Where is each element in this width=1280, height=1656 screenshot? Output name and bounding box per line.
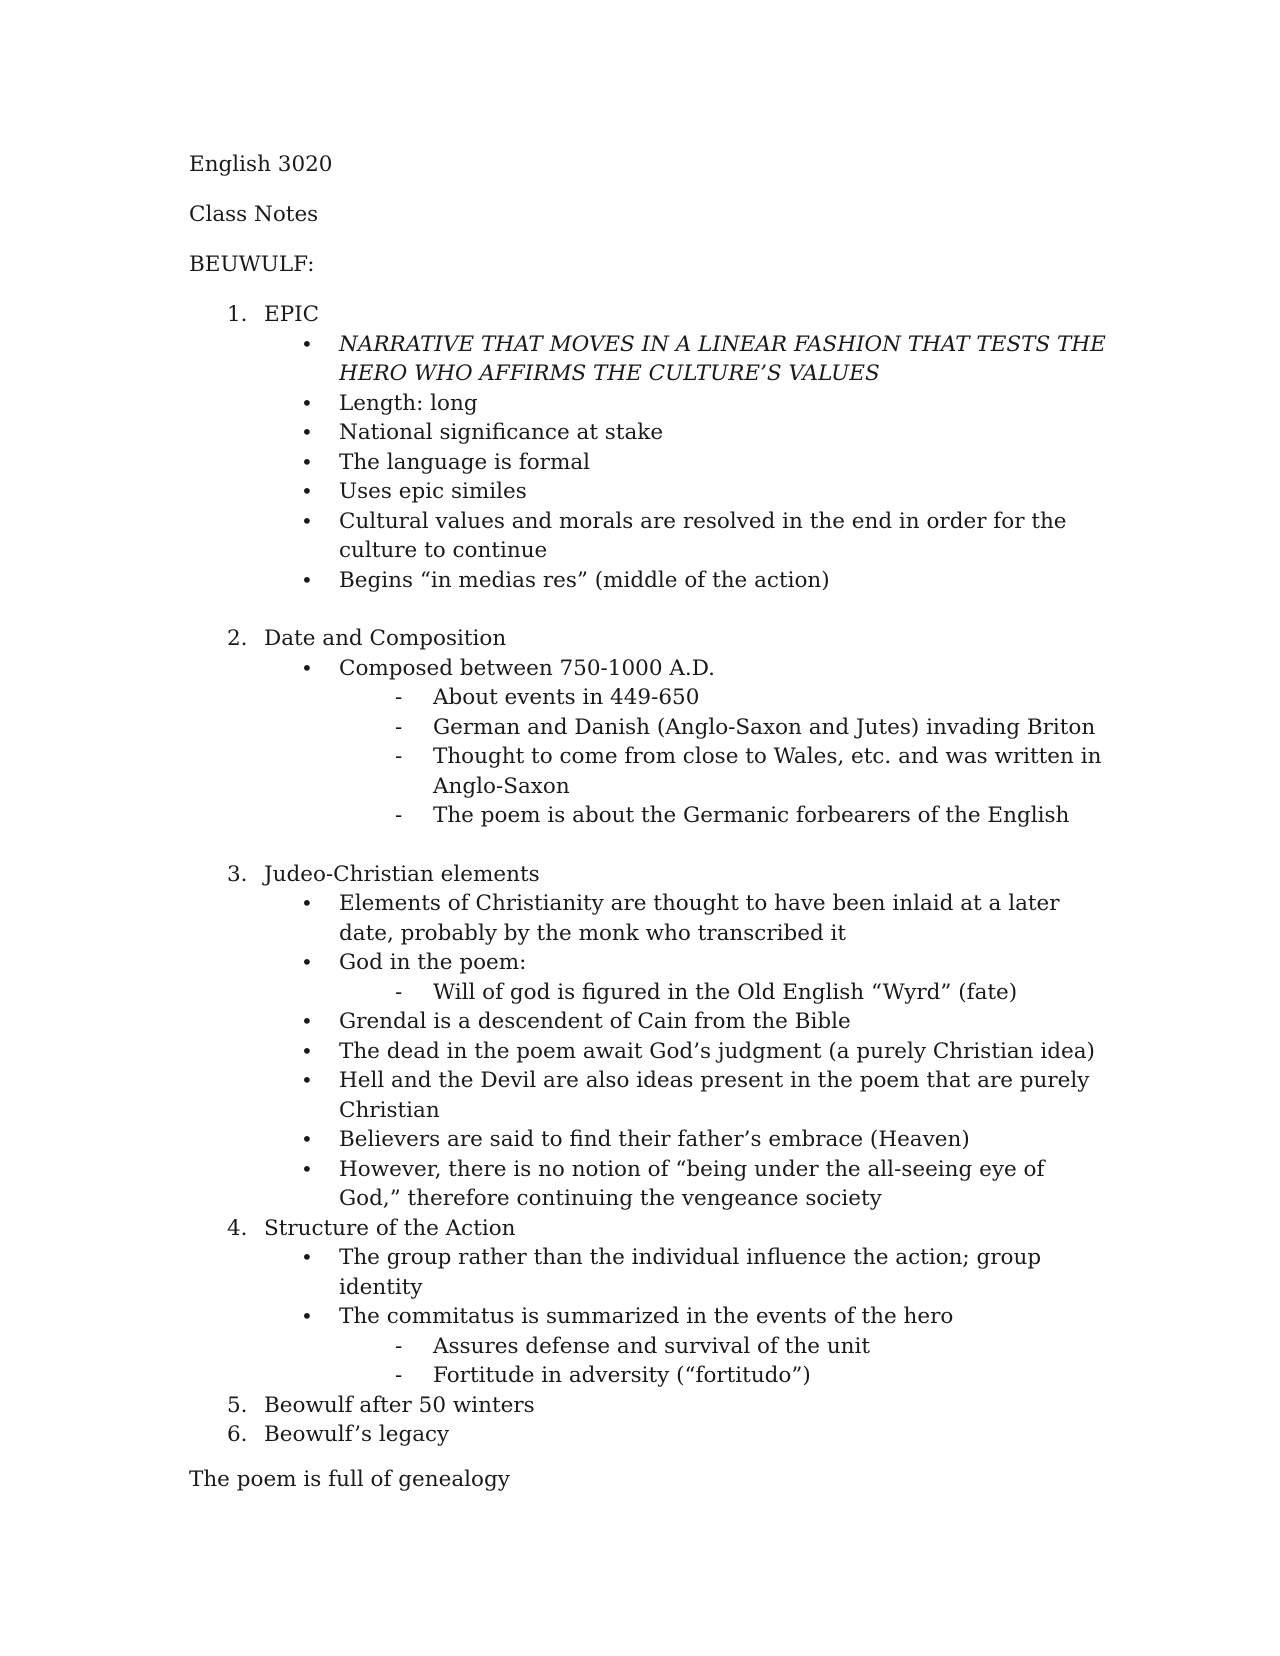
bullet-text: The group rather than the individual influence the action; group identity bbox=[339, 1245, 1042, 1300]
bullet-text: Grendal is a descendent of Cain from the Bible bbox=[339, 1009, 851, 1034]
dash-mark-icon: - bbox=[395, 979, 403, 1005]
bullet-dot-icon: • bbox=[301, 331, 313, 356]
dash-mark-icon: - bbox=[395, 803, 403, 828]
bullet-text: Elements of Christianity are thought to have been inlaid at a later date, probably by the monk who transcribed it bbox=[339, 891, 1060, 946]
bullet-item bbox=[301, 448, 1109, 478]
dash-text: German and Danish (Anglo-Saxon and Jutes) invading Briton bbox=[433, 714, 1096, 740]
bullet-item bbox=[301, 1125, 1109, 1155]
bullet-dot-icon: • bbox=[301, 567, 313, 592]
dash-text: The poem is about the Germanic forbearers of the English bbox=[433, 803, 1070, 828]
bullet-item bbox=[301, 1302, 1109, 1391]
bullet-item bbox=[301, 1155, 1109, 1214]
bullet-item bbox=[301, 330, 1109, 389]
bullet-dot-icon: • bbox=[301, 1038, 313, 1063]
bullet-item bbox=[301, 418, 1109, 448]
section-heading: Structure of the Action bbox=[264, 1215, 516, 1241]
section-heading: Beowulf after 50 winters bbox=[264, 1392, 535, 1418]
bullet-list bbox=[264, 654, 1109, 831]
dash-item bbox=[395, 1332, 1109, 1362]
dash-list bbox=[339, 1332, 1109, 1391]
bullet-list bbox=[264, 330, 1109, 596]
bullet-item bbox=[301, 389, 1109, 419]
outline-section bbox=[189, 300, 1109, 595]
bullet-dot-icon: • bbox=[301, 479, 313, 503]
bullet-list bbox=[264, 889, 1109, 1214]
section-heading: EPIC bbox=[264, 302, 320, 327]
bullet-list bbox=[264, 1243, 1109, 1391]
dash-mark-icon: - bbox=[395, 1363, 403, 1388]
dash-item bbox=[395, 742, 1109, 801]
section-number: 5. bbox=[227, 1392, 248, 1418]
bullet-text: However, there is no notion of “being under the all-seeing eye of God,” therefore continuing the vengeance society bbox=[339, 1156, 1045, 1211]
bullet-item bbox=[301, 1037, 1109, 1067]
bullet-dot-icon: • bbox=[301, 1245, 313, 1269]
bullet-dot-icon: • bbox=[301, 1068, 313, 1092]
bullet-item bbox=[301, 1243, 1109, 1302]
bullet-item bbox=[301, 889, 1109, 948]
bullet-text: The commitatus is summarized in the events of the hero bbox=[339, 1304, 954, 1329]
bullet-text: The dead in the poem await God’s judgment (a purely Christian idea) bbox=[339, 1038, 1095, 1064]
bullet-dot-icon: • bbox=[301, 950, 313, 974]
bullet-dot-icon: • bbox=[301, 1127, 313, 1151]
bullet-item bbox=[301, 654, 1109, 831]
outline-section bbox=[189, 624, 1109, 831]
dash-mark-icon: - bbox=[395, 1333, 403, 1359]
section-number: 6. bbox=[227, 1422, 248, 1447]
bullet-text: Believers are said to find their father’s embrace (Heaven) bbox=[339, 1127, 970, 1152]
section-number: 3. bbox=[227, 861, 248, 887]
bullet-item bbox=[301, 1007, 1109, 1037]
bullet-item bbox=[301, 477, 1109, 507]
bullet-text: NARRATIVE THAT MOVES IN A LINEAR FASHION THAT TESTS THE HERO WHO AFFIRMS THE CULTURE’S VALUES bbox=[339, 331, 1106, 386]
dash-list bbox=[339, 978, 1109, 1008]
dash-item bbox=[395, 801, 1109, 831]
outline-section bbox=[189, 1391, 1109, 1421]
bullet-text: National significance at stake bbox=[339, 420, 664, 445]
bullet-dot-icon: • bbox=[301, 420, 313, 444]
section-heading: Beowulf’s legacy bbox=[264, 1422, 450, 1447]
outline-section bbox=[189, 1420, 1109, 1450]
dash-item bbox=[395, 713, 1109, 743]
bullet-dot-icon: • bbox=[301, 449, 313, 474]
bullet-dot-icon: • bbox=[301, 1304, 313, 1328]
dash-item bbox=[395, 978, 1109, 1008]
dash-text: About events in 449-650 bbox=[433, 685, 700, 710]
bullet-dot-icon: • bbox=[301, 1156, 313, 1181]
dash-list bbox=[339, 683, 1109, 831]
bullet-text: Hell and the Devil are also ideas present in the poem that are purely Christian bbox=[339, 1068, 1090, 1123]
section-heading: Date and Composition bbox=[264, 626, 507, 651]
bullet-item bbox=[301, 566, 1109, 596]
bullet-text: Uses epic similes bbox=[339, 479, 527, 504]
dash-text: Will of god is figured in the Old English “Wyrd” (fate) bbox=[433, 979, 1018, 1005]
bullet-item bbox=[301, 948, 1109, 1007]
outline-section bbox=[189, 860, 1109, 1214]
bullet-dot-icon: • bbox=[301, 1009, 313, 1033]
bullet-text: Cultural values and morals are resolved in the end in order for the culture to continue bbox=[339, 508, 1067, 563]
bullet-text: Composed between 750-1000 A.D. bbox=[339, 655, 716, 681]
section-heading: Judeo-Christian elements bbox=[264, 861, 540, 887]
bullet-item bbox=[301, 1066, 1109, 1125]
bullet-text: The language is formal bbox=[339, 449, 591, 475]
section-number: 4. bbox=[227, 1215, 248, 1241]
bullet-dot-icon: • bbox=[301, 508, 313, 533]
bullet-dot-icon: • bbox=[301, 390, 313, 415]
bullet-dot-icon: • bbox=[301, 891, 313, 915]
dash-text: Fortitude in adversity (“fortitudo”) bbox=[433, 1363, 811, 1388]
document-title: BEUWULF: bbox=[189, 252, 315, 277]
dash-mark-icon: - bbox=[395, 744, 403, 769]
outline-section bbox=[189, 1214, 1109, 1391]
course-heading: English 3020 bbox=[189, 152, 333, 177]
section-number: 2. bbox=[227, 626, 248, 651]
dash-mark-icon: - bbox=[395, 685, 403, 710]
outline-list bbox=[189, 300, 1109, 1450]
notes-heading: Class Notes bbox=[189, 202, 319, 227]
dash-text: Thought to come from close to Wales, etc. and was written in Anglo-Saxon bbox=[433, 744, 1102, 799]
dash-text: Assures defense and survival of the unit bbox=[433, 1333, 871, 1359]
bullet-text: Length: long bbox=[339, 390, 478, 416]
bullet-text: Begins “in medias res” (middle of the action) bbox=[339, 567, 830, 593]
section-number: 1. bbox=[227, 302, 248, 327]
bullet-item bbox=[301, 507, 1109, 566]
dash-mark-icon: - bbox=[395, 714, 403, 740]
dash-item bbox=[395, 683, 1109, 713]
bullet-dot-icon: • bbox=[301, 655, 313, 680]
bullet-text: God in the poem: bbox=[339, 950, 527, 975]
closing-line: The poem is full of genealogy bbox=[189, 1467, 510, 1492]
dash-item bbox=[395, 1361, 1109, 1391]
